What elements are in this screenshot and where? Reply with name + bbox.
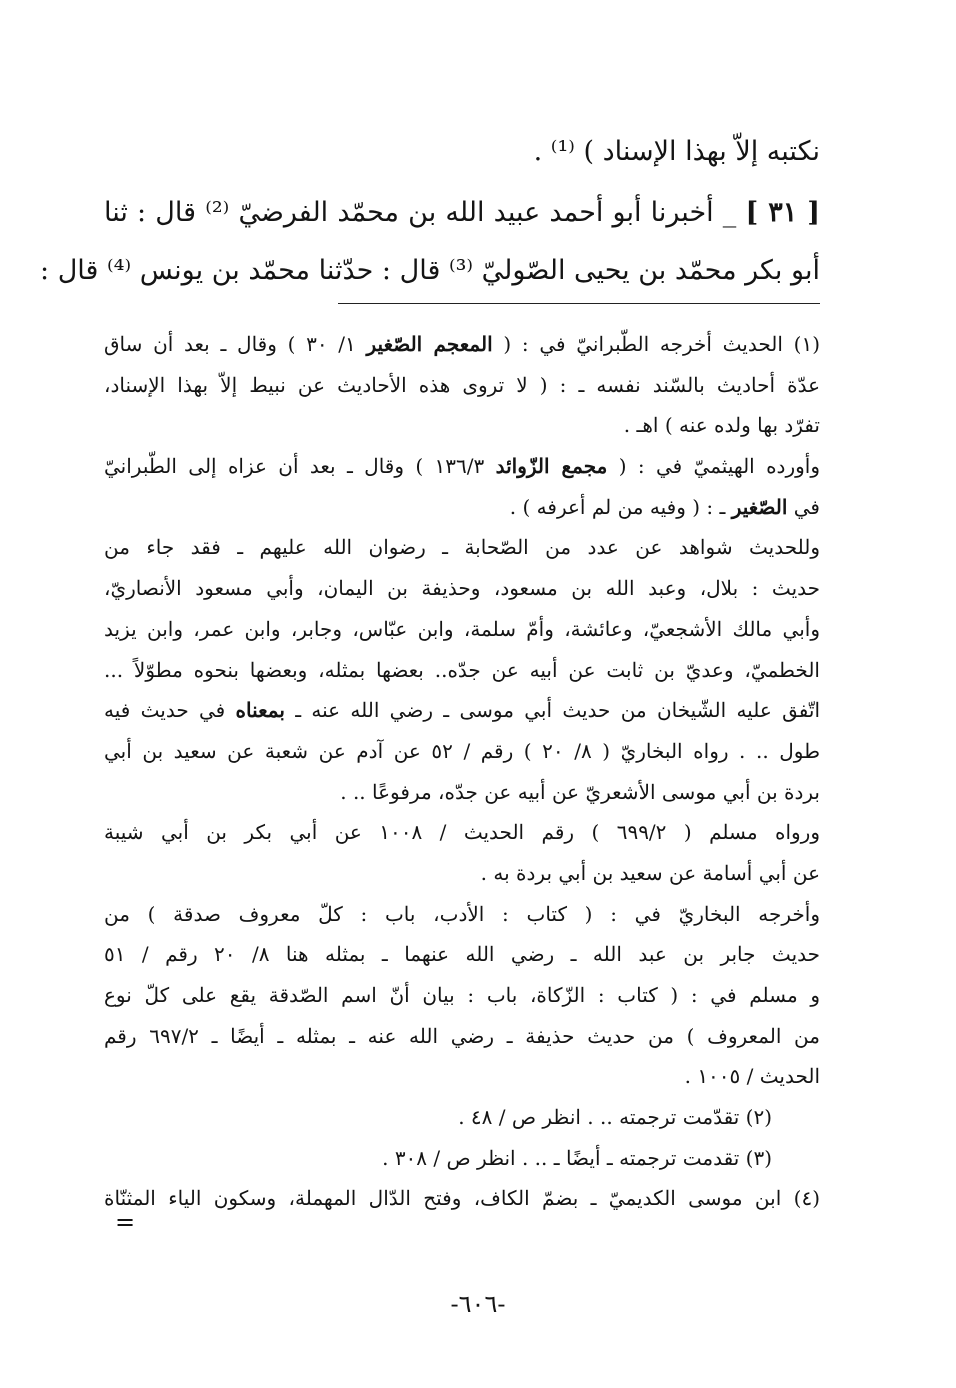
- footnote-separator: [338, 303, 820, 304]
- footnote-line: حديث : بلال، وعبد الله بن مسعود، وحذيفة بن اليمان، وأبي مسعود الأنصاريّ،: [104, 576, 820, 601]
- footnote-line: بردة بن أبي موسى الأشعريّ عن أبيه عن جدّه، مرفوعًا .. .: [340, 779, 820, 804]
- main-text-line: [ ٣١ ] _ أخبرنا أبو أحمد عبيد الله بن محمّد الفرضيّ ⁽²⁾ قال : ثنا: [104, 197, 820, 228]
- footnote-line: وأخرجه البخاريّ في : ( كتاب : الأدب، باب : كلّ معروف صدقة ) من: [104, 901, 820, 926]
- footnote-line: (٣) تقدمت ترجمته ـ أيضًا ـ .. . انظر ص / ٣٠٨ .: [382, 1145, 772, 1170]
- footnote-line: (٢) تقدّمت ترجمته .. . انظر ص / ٤٨ .: [458, 1105, 772, 1130]
- main-text-line: نكتبه إلاّ بهذا الإسناد ) ⁽¹⁾ .: [533, 136, 820, 167]
- footnote-line: (٤) ابن موسى الكديميّ ـ بضمّ الكاف، وفتح الدّال المهملة، وسكون الياء المثنّاة: [104, 1186, 820, 1211]
- footnotes: [104, 324, 820, 1219]
- footnote-line: الخطميّ، وعديّ بن ثابت عن أبيه عن جدّه.. بعضها بمثله، وبعضها بنحوه مطوّلاً ...: [104, 657, 820, 682]
- footnote-line: اتّفق عليه الشّيخان من حديث أبي موسى ـ رضي الله عنه ـ بمعناه في حديث فيه: [104, 698, 820, 723]
- footnote-line: طول .. . رواه البخاريّ ( ٨/ ٢٠ ) رقم / ٥٢ عن آدم عن شعبة عن سعيد بن أبي: [104, 738, 821, 763]
- footnote-line: حديث جابر بن عبد الله ـ رضي الله عنهما ـ بمثله هنا ٨/ ٢٠ رقم / ٥١: [104, 942, 821, 967]
- footnote-line: و مسلم في : ( كتاب : الزّكاة، باب : بيان أنّ اسم الصّدقة يقع على كلّ نوع: [104, 983, 821, 1007]
- main-text: [104, 126, 820, 178]
- footnote-line: من المعروف ) من حديث حذيفة ـ رضي الله عنه ـ بمثله ـ أيضًا ـ ٦٩٧/٢ رقم: [104, 1023, 820, 1048]
- continuation-mark: =: [115, 1208, 136, 1236]
- footnote-line: وأورده الهيثميّ في : ( مجمع الزّوائد ١٣٦/٣ ) وقال ـ بعد أن عزاه إلى الطّبرانيّ: [104, 454, 820, 479]
- page-number: -٦٠٦-: [450, 1290, 506, 1318]
- footnote-line: (١) الحديث أخرجه الطّبرانيّ في : ( المعجم الصّغير ١/ ٣٠ ) وقال ـ بعد أن ساق: [104, 332, 820, 356]
- footnote-line: في الصّغير ـ : ( وفيه من لم أعرفه ) .: [509, 494, 820, 519]
- footnote-line: وللحديث شواهد عن عدد من الصّحابة ـ رضوان الله عليهم ـ فقد جاء من: [104, 535, 820, 560]
- entry-number: [ ٣١ ]: [745, 197, 820, 228]
- main-text-hadith: [40, 187, 820, 297]
- footnote-line: عن أبي أسامة عن سعيد بن أبي بردة به .: [480, 860, 820, 885]
- footnote-line: الحديث / ١٠٠٥ .: [684, 1064, 820, 1089]
- footnote-line: وأبي مالك الأشجعيّ، وعائشة، وأمّ سلمة، وابن عبّاس، وجابر، وابن عمر، وابن يزيد: [104, 616, 820, 641]
- footnote-line: ورواه مسلم ( ٦٩٩/٢ ) رقم الحديث / ١٠٠٨ عن أبي بكر بن أبي شيبة: [104, 820, 820, 845]
- footnote-line: عدّة أحاديث بالسّند نفسه ـ : ( لا تروى هذه الأحاديث عن نبيط إلاّ بهذا الإسناد،: [104, 372, 820, 397]
- main-text-line: أبو بكر محمّد بن يحيى الصّوليّ ⁽³⁾ قال : حدّثنا محمّد بن يونس ⁽⁴⁾ قال :: [40, 255, 820, 286]
- footnote-line: تفرّد بها ولده عنه ) اهـ .: [623, 413, 820, 438]
